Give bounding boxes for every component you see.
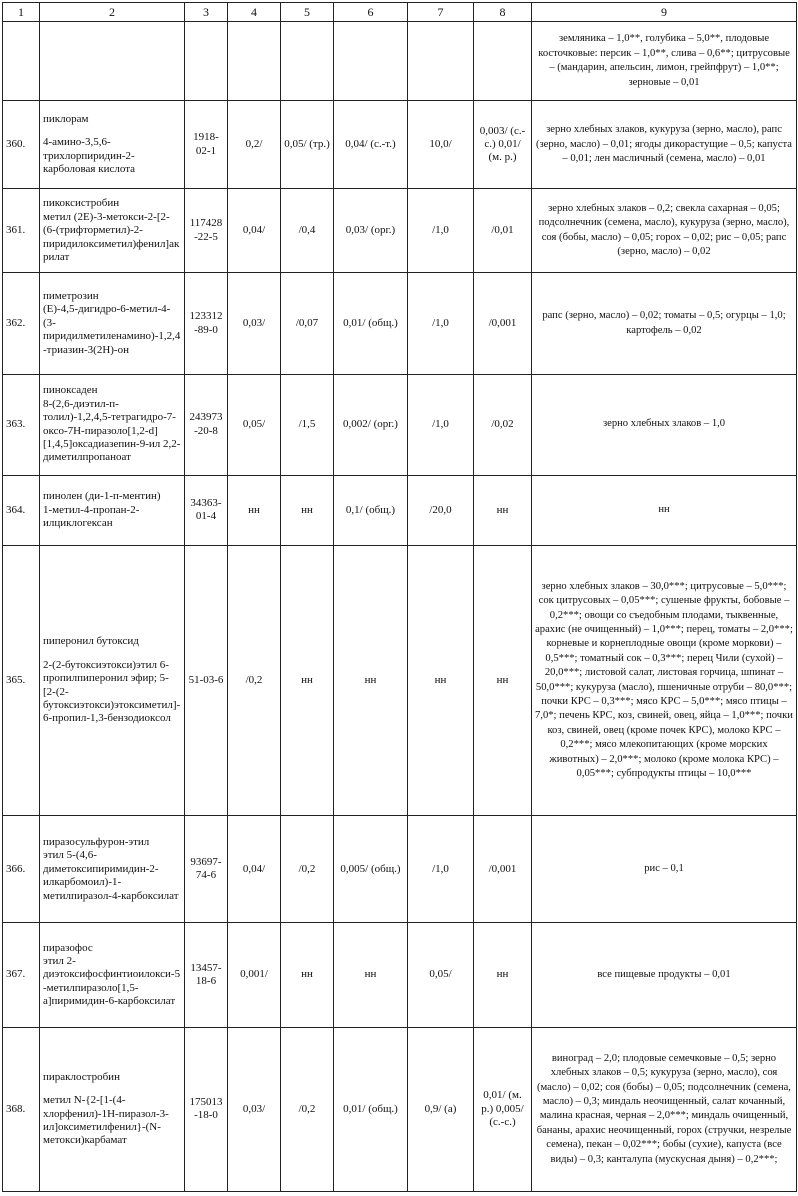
value-col4: 0,04/ — [228, 816, 281, 923]
substance-name: пикоксистробин — [43, 197, 120, 210]
substance-name: пиразофос — [43, 941, 93, 954]
residue-limits-cell: все пищевые продукты – 0,01 — [532, 923, 797, 1027]
column-header: 4 — [228, 3, 281, 22]
value-col5: /0,4 — [281, 189, 334, 273]
row-number: 362. — [3, 273, 40, 374]
table-row — [3, 816, 797, 923]
substance-cell — [40, 545, 185, 815]
cas-number: 13457-18-6 — [185, 923, 228, 1027]
chemical-formula: метил N-{2-[1-(4-хлорфенил)-1H-пиразол-3-ил]оксиметилфенил}-(N-метокси)карбамат — [43, 1094, 169, 1147]
value-col5: нн — [281, 475, 334, 545]
value-col4: 0,05/ — [228, 374, 281, 475]
value-col7: 0,05/ — [408, 923, 474, 1027]
cas-number: 123312-89-0 — [185, 273, 228, 374]
value-col5: нн — [281, 545, 334, 815]
value-col6: 0,04/ (с.-т.) — [334, 101, 408, 189]
chemical-formula: 4-амино-3,5,6-трихлорпиридин-2-карболовая кислота — [43, 136, 136, 176]
table-row-continued — [3, 22, 797, 101]
cas-number: 1918-02-1 — [185, 101, 228, 189]
value-col6: 0,002/ (орг.) — [334, 374, 408, 475]
residue-limits-cell: рапс (зерно, масло) – 0,02; томаты – 0,5; огурцы – 1,0; картофель – 0,02 — [532, 273, 797, 374]
substance-cell — [40, 374, 185, 475]
value-col8: /0,001 — [474, 816, 532, 923]
chemical-formula: метил (2E)-3-метокси-2-[2-(6-(трифторметил)-2-пиридилоксиметил)фенил]акрилат — [43, 210, 180, 263]
value-col8: /0,01 — [474, 189, 532, 273]
cas-number: 117428-22-5 — [185, 189, 228, 273]
substance-name: пиразосульфурон-этил — [43, 835, 150, 848]
value-col5: /0,2 — [281, 816, 334, 923]
substance-cell — [40, 273, 185, 374]
value-col7: /1,0 — [408, 273, 474, 374]
value-col6: нн — [334, 923, 408, 1027]
value-col4: нн — [228, 475, 281, 545]
column-header: 8 — [474, 3, 532, 22]
value-col8: 0,003/ (с.-с.) 0,01/ (м. р.) — [474, 101, 532, 189]
value-col8: 0,01/ (м. р.) 0,005/ (с.-с.) — [474, 1027, 532, 1191]
residue-limits-cell: зерно хлебных злаков – 30,0***; цитрусовые – 5,0***; сок цитрусовых – 0,05***; сушеные фрукты, бобовые – 0,2***; овощи со съедобным плодами, тыквенные, арахис (не очищенный) – 1,0***; перец, томаты – 2,0***; корневые и корнеплодные овощи (кроме моркови) – 0,5***; томатный сок – 0,3***; перец Чили (сухой) – 20,0***; листовой салат, листовая горчица, шпинат – 50,0***; кукуруза (масло), пшеничные отруби – 80,0***; почки КРС – 0,3***; мясо КРС – 5,0***; мясо птицы – 7,0*; печень КРС, коз, свиней, овец, яйца – 1,0***; почки коз, свиней, овец (кроме почек КРС), молоко КРС – 0,2***; мясо млекопитающих (кроме морских животных) – 2,0***; молоко (кроме молока КРС) – 0,05***; субпродукты птицы – 10,0*** — [532, 545, 797, 815]
row-number: 361. — [3, 189, 40, 273]
chemical-formula: 1-метил-4-пропан-2-илциклогексан — [43, 503, 140, 529]
value-col7: 10,0/ — [408, 101, 474, 189]
row-number: 368. — [3, 1027, 40, 1191]
chemical-formula: этил 5-(4,6-диметоксипиримидин-2-илкарбомоил)-1-метилпиразол-4-карбоксилат — [43, 849, 179, 902]
row-number: 365. — [3, 545, 40, 815]
substance-name: пиклорам — [43, 112, 89, 125]
column-header: 6 — [334, 3, 408, 22]
value-col6: 0,03/ (орг.) — [334, 189, 408, 273]
row-number: 366. — [3, 816, 40, 923]
substance-cell — [40, 189, 185, 273]
substance-cell — [40, 1027, 185, 1191]
residue-limits-cell: зерно хлебных злаков – 1,0 — [532, 374, 797, 475]
table-row — [3, 1027, 797, 1191]
substance-cell — [40, 101, 185, 189]
chemical-formula: 8-(2,6-диэтил-п-толил)-1,2,4,5-тетрагидро-7-оксо-7H-пиразоло[1,2-d][1,4,5]оксадиазепин-9-ил 2,2-диметилпропаноат — [43, 397, 181, 464]
pesticide-table — [2, 2, 797, 1192]
substance-cell — [40, 923, 185, 1027]
value-col4: 0,03/ — [228, 273, 281, 374]
table-header-row — [3, 3, 797, 22]
value-col4: 0,03/ — [228, 1027, 281, 1191]
table-row — [3, 273, 797, 374]
column-header: 3 — [185, 3, 228, 22]
value-col8: нн — [474, 923, 532, 1027]
table-row — [3, 189, 797, 273]
value-col8: нн — [474, 545, 532, 815]
residue-limits-cell: земляника – 1,0**, голубика – 5,0**, плодовые косточковые: персик – 1,0**, слива – 0,6**; цитрусовые – (мандарин, апельсин, лимон, грейпфрут) – 1,0**; зерновые – 0,01 — [532, 22, 797, 101]
value-col6: 0,01/ (общ.) — [334, 1027, 408, 1191]
residue-limits-cell: зерно хлебных злаков, кукуруза (зерно, масло), рапс (зерно, масло) – 0,01; ягоды дикорастущие – 0,5; капуста – 0,01; лен масличный (семена, масло) – 0,01 — [532, 101, 797, 189]
value-col6: 0,01/ (общ.) — [334, 273, 408, 374]
residue-limits-cell: виноград – 2,0; плодовые семечковые – 0,5; зерно хлебных злаков – 0,5; кукуруза (зерно, масло), соя (масло) – 0,02; соя (бобы) – 0,05; подсолнечник (семена, масло) – 0,3; миндаль неочищенный, салат кочанный, малина красная, черная – 2,0***; миндаль очищенный, бананы, арахис неочищенный, горох (стручки, незрелые семена), пекан – 0,02***; бобы (сухие), капуста (все виды) – 0,3; канталупа (мускусная дыня) – 0,2***; — [532, 1027, 797, 1191]
cas-number: 51-03-6 — [185, 545, 228, 815]
table-row — [3, 475, 797, 545]
value-col4: 0,04/ — [228, 189, 281, 273]
row-number: 364. — [3, 475, 40, 545]
value-col6: 0,1/ (общ.) — [334, 475, 408, 545]
row-number: 367. — [3, 923, 40, 1027]
value-col5: /0,2 — [281, 1027, 334, 1191]
value-col4: /0,2 — [228, 545, 281, 815]
value-col7: /1,0 — [408, 374, 474, 475]
chemical-formula: 2-(2-бутоксиэтокси)этил 6-пропилпиперонил эфир; 5-[2-(2-бутоксиэтокси)этоксиметил]-6-пропил-1,3-бензодиоксол — [43, 658, 181, 725]
cas-number: 243973-20-8 — [185, 374, 228, 475]
value-col8: /0,001 — [474, 273, 532, 374]
value-col8: нн — [474, 475, 532, 545]
substance-name: пиметрозин — [43, 290, 99, 302]
chemical-formula: (E)-4,5-дигидро-6-метил-4-(3-пиридилметиленамино)-1,2,4-триазин-3(2H)-он — [43, 303, 181, 356]
value-col5: /0,07 — [281, 273, 334, 374]
value-col8: /0,02 — [474, 374, 532, 475]
column-header: 5 — [281, 3, 334, 22]
table-row — [3, 101, 797, 189]
value-col6: 0,005/ (общ.) — [334, 816, 408, 923]
residue-limits-cell: зерно хлебных злаков – 0,2; свекла сахарная – 0,05; подсолнечник (семена, масло), кукуруза (зерно, масло), соя (бобы, масло) – 0,05; горох – 0,02; рис – 0,05; рапс (зерно, масло) – 0,02 — [532, 189, 797, 273]
row-number: 360. — [3, 101, 40, 189]
substance-cell — [40, 475, 185, 545]
value-col7: нн — [408, 545, 474, 815]
value-col7: /1,0 — [408, 189, 474, 273]
substance-cell — [40, 816, 185, 923]
residue-limits-cell: рис – 0,1 — [532, 816, 797, 923]
table-row — [3, 923, 797, 1027]
substance-name: пиноксаден — [43, 384, 98, 397]
value-col6: нн — [334, 545, 408, 815]
column-header: 1 — [3, 3, 40, 22]
substance-name: пираклостробин — [43, 1070, 120, 1083]
value-col7: /20,0 — [408, 475, 474, 545]
row-number: 363. — [3, 374, 40, 475]
column-header: 7 — [408, 3, 474, 22]
substance-name: пиперонил бутоксид — [43, 635, 139, 648]
value-col5: нн — [281, 923, 334, 1027]
value-col5: /1,5 — [281, 374, 334, 475]
column-header: 2 — [40, 3, 185, 22]
value-col7: /1,0 — [408, 816, 474, 923]
cas-number: 34363-01-4 — [185, 475, 228, 545]
residue-limits-cell: нн — [532, 475, 797, 545]
value-col4: 0,001/ — [228, 923, 281, 1027]
cas-number: 175013-18-0 — [185, 1027, 228, 1191]
cas-number: 93697-74-6 — [185, 816, 228, 923]
chemical-formula: этил 2-диэтоксифосфинтиоилокси-5-метилпиразоло[1,5-a]пиримидин-6-карбоксилат — [43, 954, 181, 1008]
value-col5: 0,05/ (тр.) — [281, 101, 334, 189]
table-row — [3, 545, 797, 815]
substance-name: пинолен (ди-1-п-ментин) — [43, 490, 161, 503]
table-row — [3, 374, 797, 475]
column-header: 9 — [532, 3, 797, 22]
value-col7: 0,9/ (а) — [408, 1027, 474, 1191]
value-col4: 0,2/ — [228, 101, 281, 189]
